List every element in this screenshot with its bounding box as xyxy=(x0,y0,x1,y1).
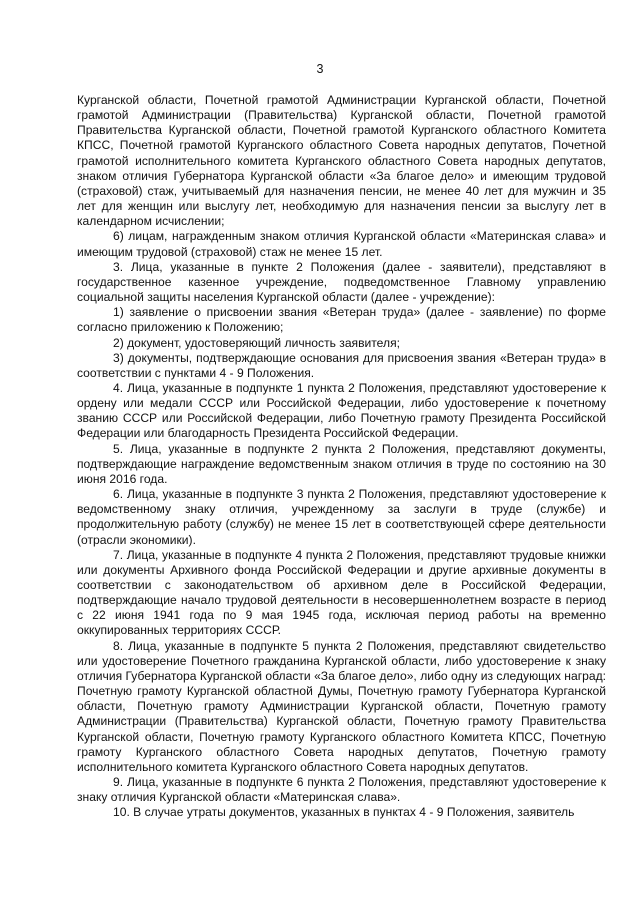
paragraph-clause-9: 9. Лица, указанные в подпункте 6 пункта 2 Положения, представляют удостоверение к знаку отличия Курганской области «Материнская слава». xyxy=(77,775,606,805)
paragraph-clause-3-item-2: 2) документ, удостоверяющий личность заявителя; xyxy=(113,335,400,350)
paragraph-clause-3-item-1: 1) заявление о присвоении звания «Ветеран труда» (далее - заявление) по форме согласно приложению к Положению; xyxy=(77,305,606,335)
paragraph-clause-4: 4. Лица, указанные в подпункте 1 пункта 2 Положения, представляют удостоверение к ордену или медали СССР или Российской Федерации, либо удостоверение к почетному званию СССР или Российской Федерации, либо Почетную грамоту Президента Российской Федерации или благодарность Президента Российской Федерации. xyxy=(77,380,606,441)
paragraph-clause-8: 8. Лица, указанные в подпункте 5 пункта 2 Положения, представляют свидетельство или удостоверение Почетного гражданина Курганской области, либо удостоверение к знаку отличия Губернатора Курганской области «За благое дело», либо одну из следующих наград: Почетную грамоту Курганской областной Думы, Почетную грамоту Губернатора Курганской области, Почетную грамоту Администрации Курганской области, Почетную грамоту Администрации (Правительства) Курганской области, Почетную грамоту Правительства Курганской области, Почетную грамоту Курганского областного Комитета КПСС, Почетную грамоту Курганского областного Совета народных депутатов, Почетную грамоту исполнительного комитета Курганского областного Совета народных депутатов. xyxy=(77,638,606,774)
paragraph-clause-5: 5. Лица, указанные в подпункте 2 пункта 2 Положения, представляют документы, подтверждающие награждение ведомственным знаком отличия в труде по состоянию на 30 июня 2016 года. xyxy=(77,441,606,486)
paragraph-clause-3-item-3: 3) документы, подтверждающие основания для присвоения звания «Ветеран труда» в соответствии с пунктами 4 - 9 Положения. xyxy=(77,350,606,380)
paragraph-clause-10: 10. В случае утраты документов, указанных в пунктах 4 - 9 Положения, заявитель xyxy=(113,805,575,820)
paragraph-clause-6: 6. Лица, указанные в подпункте 3 пункта 2 Положения, представляют удостоверение к ведомственному знаку отличия, учрежденному за заслуги в труде (службе) и продолжительную работу (службу) не менее 15 лет в соответствующей сфере деятельности (отрасли экономики). xyxy=(77,487,606,547)
document-body xyxy=(77,93,606,821)
paragraph-clause-3: 3. Лица, указанные в пункте 2 Положения (далее - заявители), представляют в государственное казенное учреждение, подведомственное Главному управлению социальной защиты населения Курганской области (далее - учреждение): xyxy=(77,259,606,305)
paragraph-item-6: 6) лицам, награжденным знаком отличия Курганской области «Материнская слава» и имеющим трудовой (страховой) стаж не менее 15 лет. xyxy=(77,229,606,259)
page-number: 3 xyxy=(316,62,324,76)
paragraph-continuation: Курганской области, Почетной грамотой Администрации Курганской области, Почетной грамотой Администрации (Правительства) Курганской области, Почетной грамотой Правительства Курганской области, Почетной грамотой Курганского областного Комитета КПСС, Почетной грамотой Курганского областного Совета народных депутатов, Почетной грамотой исполнительного комитета Курганского областного Совета народных депутатов, знаком отличия Губернатора Курганской области «За благое дело» и имеющим трудовой (страховой) стаж, учитываемый для назначения пенсии, не менее 40 лет для мужчин и 35 лет для женщин или выслугу лет, необходимую для назначения пенсии за выслугу лет в календарном исчислении; xyxy=(77,93,606,229)
paragraph-clause-7: 7. Лица, указанные в подпункте 4 пункта 2 Положения, представляют трудовые книжки или документы Архивного фонда Российской Федерации и другие архивные документы в соответствии с законодательством об архивном деле в Российской Федерации, подтверждающие начало трудовой деятельности в несовершеннолетнем возрасте в период с 22 июня 1941 года по 9 мая 1945 года, исключая период работы на временно оккупированных территориях СССР. xyxy=(77,547,606,638)
